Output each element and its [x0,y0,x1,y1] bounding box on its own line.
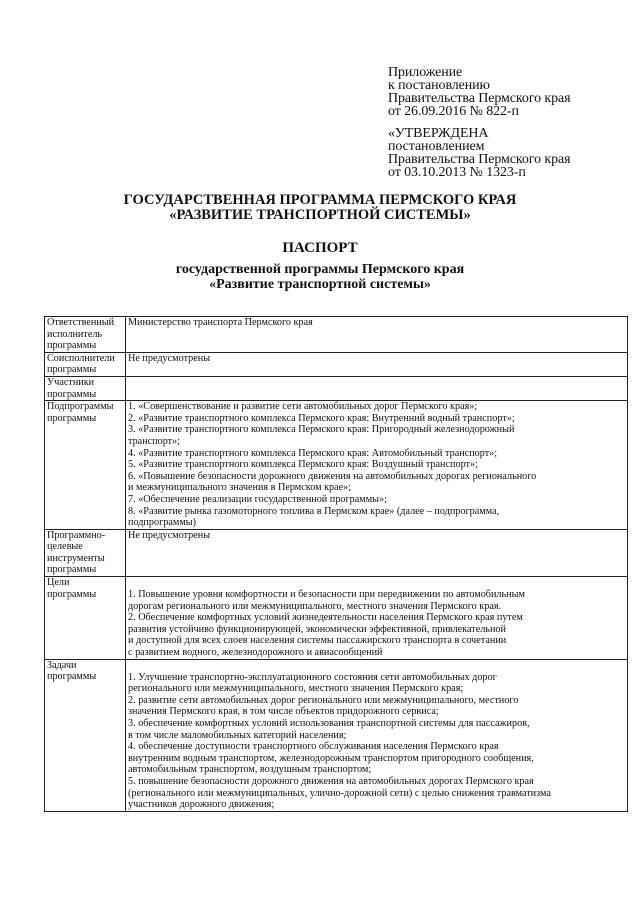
row-label [45,352,126,376]
row-value-line: (регионального или межмуниципальных, улично-дорожной сети) с целью снижения травматизма [128,787,551,799]
row-value-line: 3. «Развитие транспортного комплекса Пермского края: Пригородный железнодорожный [128,424,515,436]
row-value-line: 3. обеспечение комфортных условий использования транспортной системы для пассажиров, [128,718,530,729]
row-value-line: внутренним водным транспортом, железнодорожным транспортом пригородного сообщения, [128,752,534,764]
appendix-block [388,66,570,179]
row-label-line: программы [47,340,97,352]
row-value-line: 2. развитие сети автомобильных дорог регионального или межмуниципального, местного [128,694,519,706]
row-label-line: исполнитель [47,328,103,340]
passport-table [44,316,628,812]
passport-row [45,401,628,530]
appendix-line: Правительства Пермского края [388,91,571,106]
row-label [45,659,126,811]
row-label-line: Подпрограммы [47,401,114,413]
row-label-line: Соисполнители [47,352,115,364]
appendix-line: Приложение [388,65,463,80]
row-value-line: участников дорожного движения; [128,799,275,811]
passport-row [45,659,628,811]
appendix-line: к постановлению [388,78,490,93]
row-label-line: целевые [47,541,83,553]
approved-line: Правительства Пермского края [388,152,571,167]
passport-heading: ПАСПОРТ [282,240,358,256]
row-value [126,401,628,530]
row-label [45,529,126,576]
row-label-line: Цели [47,577,70,589]
program-title [0,193,640,223]
row-value [126,529,628,576]
row-value-line: 4. обеспечение доступности транспортного обслуживания населения Пермского края [128,741,499,753]
approved-line: от 03.10.2013 № 1323-п [388,165,526,180]
approved-line: «УТВЕРЖДЕНА [388,126,489,141]
row-value-line: транспорт»; [128,435,181,447]
row-value-line: и межмуниципального значения в Пермском крае»; [128,482,352,494]
passport-row [45,577,628,660]
passport-row [45,529,628,576]
row-value [126,352,628,376]
row-value-line: 1. Повышение уровня комфортности и безопасности при передвижении по автомобильным [128,589,525,601]
row-value-line: автомобильным транспортом, воздушным транспортом; [128,764,372,776]
row-label-line: программы [47,412,97,424]
row-value-line: 2. «Развитие транспортного комплекса Пермского края: Внутренний водный транспорт»; [128,412,515,424]
appendix-line: от 26.09.2016 № 822-п [388,104,519,119]
row-value [126,659,628,811]
passport-subtitle-line: государственной программы Пермского края [175,262,465,277]
row-label [45,376,126,400]
row-value-line: и доступной для всех слоев населения системы пассажирского транспорта в сочетании [128,635,507,647]
row-label-line: программы [47,564,97,576]
row-value-line: 5. повышение безопасности дорожного движения на автомобильных дорогах Пермского края [128,775,534,787]
row-value-line: значения Пермского края, в том числе объектов придорожного сервиса; [128,706,439,718]
row-value-line: Не предусмотрены [128,529,211,541]
row-value [126,317,628,353]
row-label [45,401,126,530]
row-value [126,376,628,400]
row-label-line: Участники [47,376,95,388]
row-label-line: программы [47,388,97,400]
row-value-line: подпрограммы) [128,517,196,529]
row-value-line: регионального или межмуниципального, местного значения Пермского края; [128,683,464,695]
row-label-line: Задачи [47,659,77,671]
row-value-line: с развитием водного, железнодорожного и авиасообщений [128,647,383,659]
row-value-line: развития устойчиво функционирующей, экономически эффективной, привлекательной [128,623,506,635]
row-label-line: программы [47,671,97,683]
row-label-line: Программно- [47,529,106,541]
passport-row [45,317,628,353]
row-value-line: 7. «Обеспечение реализации государственной программы»; [128,493,387,505]
row-value-line: 2. Обеспечение комфортных условий жизнедеятельности населения Пермского края путем [128,612,523,624]
approved-line: постановлением [388,139,485,154]
row-value-line: дорогам регионального или межмуниципального, местного значения Пермского края. [128,600,502,612]
row-value-line: Министерство транспорта Пермского края [128,317,313,328]
row-value-line: 1. Улучшение транспортно-эксплуатационного состояния сети автомобильных дорог [128,671,497,683]
passport-subtitle [0,262,640,292]
row-label [45,317,126,353]
row-value-line: 4. «Развитие транспортного комплекса Пермского края: Автомобильный транспорт»; [128,447,498,459]
passport-table-body [45,317,628,812]
program-title-line: «РАЗВИТИЕ ТРАНСПОРТНОЙ СИСТЕМЫ» [169,207,471,223]
passport-subtitle-line: «Развитие транспортной системы» [209,277,431,292]
row-value-line: в том числе маломобильных категорий населения; [128,729,347,741]
row-value [126,577,628,660]
row-label-line: программы [47,588,97,600]
row-value-line: 6. «Повышение безопасности дорожного движения на автомобильных дорогах регионального [128,470,537,482]
row-label [45,577,126,660]
row-value-line: 5. «Развитие транспортного комплекса Пермского края: Воздушный транспорт»; [128,459,478,471]
row-value-line: Не предусмотрены [128,352,211,364]
row-value-line: 1. «Совершенствование и развитие сети автомобильных дорог Пермского края»; [128,401,478,413]
passport-row [45,352,628,376]
passport-row [45,376,628,400]
row-label-line: программы [47,364,97,376]
row-label-line: инструменты [47,552,105,564]
row-value-line: 8. «Развитие рынка газомоторного топлива в Пермском крае» (далее – подпрограмма, [128,505,500,517]
program-title-line: ГОСУДАРСТВЕННАЯ ПРОГРАММА ПЕРМСКОГО КРАЯ [123,192,517,208]
row-label-line: Ответственный [47,317,115,328]
